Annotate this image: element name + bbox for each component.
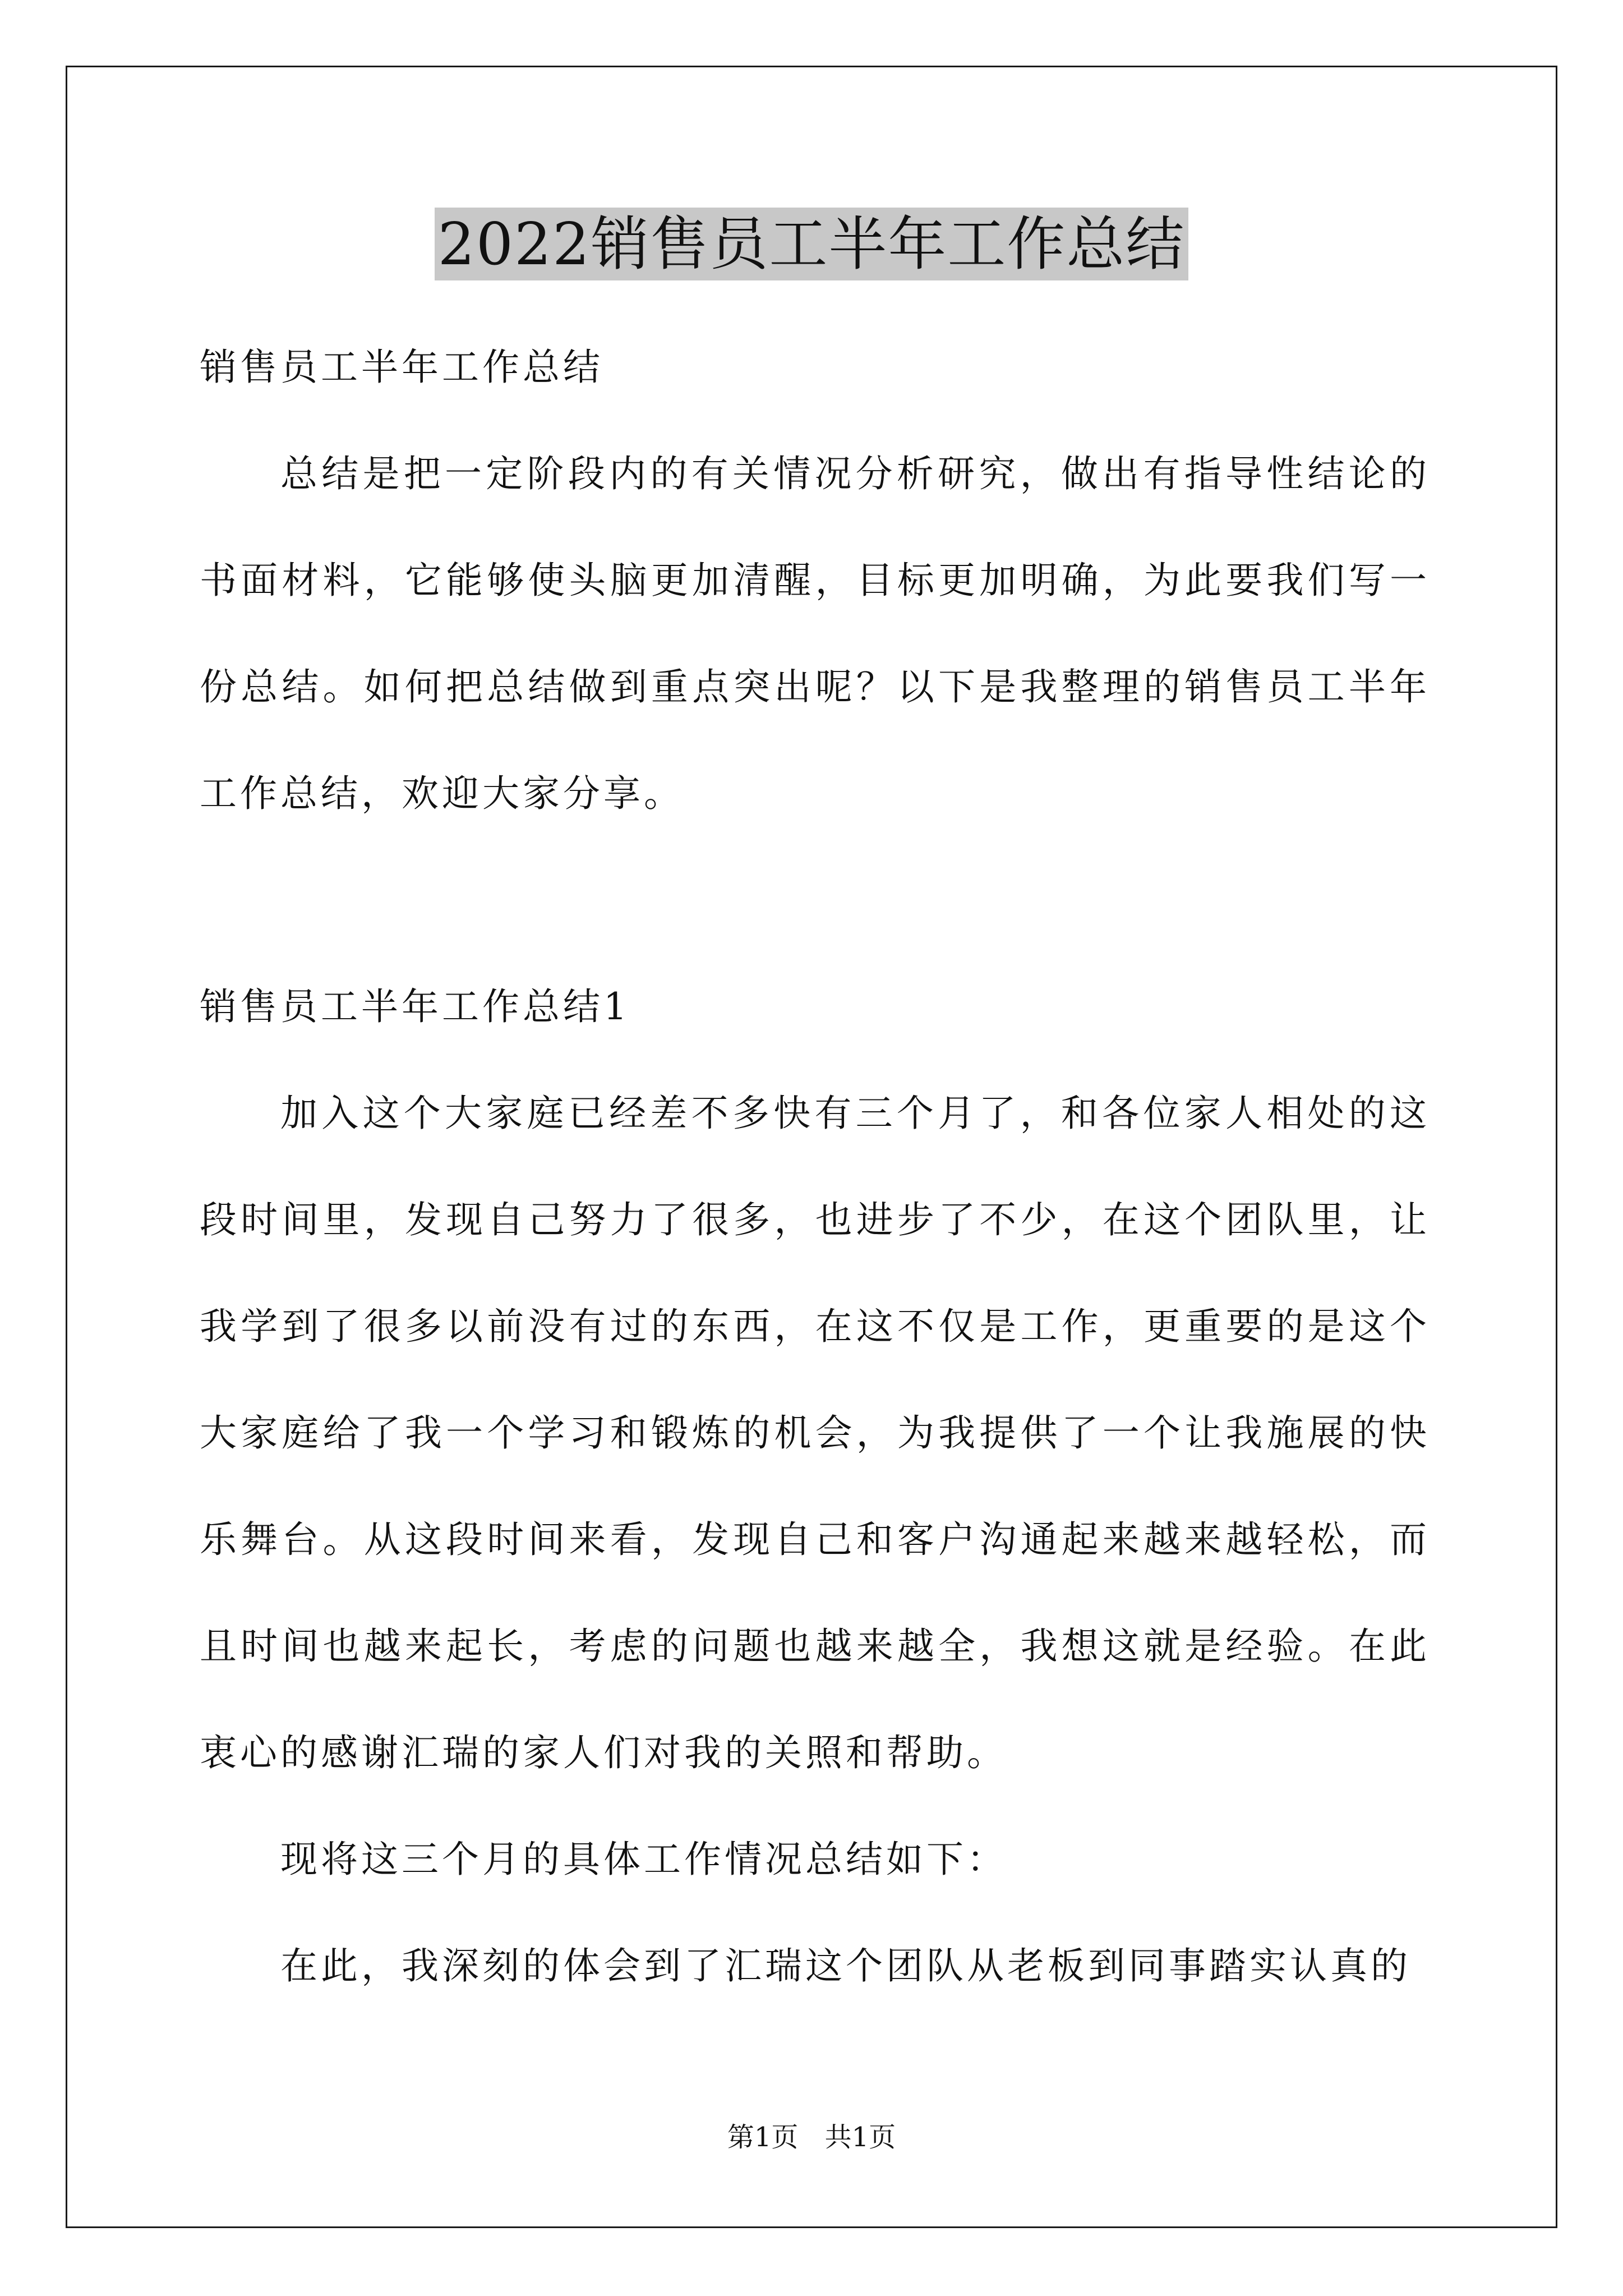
body-paragraph-3: 在此，我深刻的体会到了汇瑞这个团队从老板到同事踏实认真的 [280, 1944, 1411, 1987]
page-footer [0, 2120, 1623, 2154]
intro-paragraph: 总结是把一定阶段内的有关情况分析研究，做出有指导性结论的书面材料，它能够使头脑更加清醒，目标更加明确，为此要我们写一份总结。如何把总结做到重点突出呢？以下是我整理的销售员工半年工作总结，欢迎大家分享。 [200, 452, 1430, 815]
document-title: 2022销售员工半年工作总结 [435, 208, 1189, 280]
subheading: 销售员工半年工作总结 [200, 346, 603, 389]
body-paragraph-2: 现将这三个月的具体工作情况总结如下： [280, 1838, 1007, 1881]
page-total: 共1页 [824, 2122, 896, 2153]
document-body [200, 314, 1430, 2019]
page-number: 第1页 [727, 2122, 799, 2153]
title-container [0, 208, 1623, 280]
body-paragraph-1: 加入这个大家庭已经差不多快有三个月了，和各位家人相处的这段时间里，发现自己努力了很多，也进步了不少，在这个团队里，让我学到了很多以前没有过的东西，在这不仅是工作，更重要的是这个大家庭给了我一个学习和锻炼的机会，为我提供了一个让我施展的快乐舞台。从这段时间来看，发现自己和客户沟通起来越来越轻松，而且时间也越来起长，考虑的问题也越来越全，我想这就是经验。在此衷心的感谢汇瑞的家人们对我的关照和帮助。 [200, 1092, 1430, 1774]
section-heading: 销售员工半年工作总结1 [200, 985, 630, 1028]
